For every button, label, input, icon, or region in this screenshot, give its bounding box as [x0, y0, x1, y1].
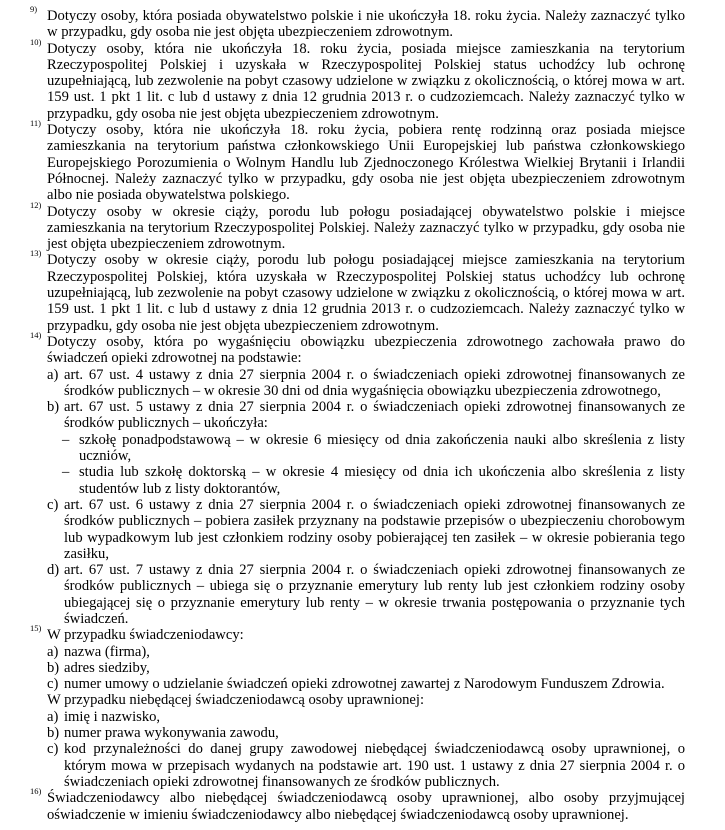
footnote-15 [30, 623, 685, 790]
list-item [47, 676, 685, 692]
footnote-number: 13) [30, 248, 42, 259]
list-item [47, 367, 685, 400]
list-item [47, 399, 685, 432]
list-text: kod przynależności do danej grupy zawodowej niebędącej świadczeniodawcą osoby uprawnionej, o którym mowa w przepisach wydanych na podstawie art. 190 ust. 1 ustawy z dnia 27 sierpnia 2004 r. o świadczeniach opieki zdrowotnej finansowanych ze środków publicznych. [64, 741, 685, 790]
list-text: szkołę ponadpodstawową – w okresie 6 miesięcy od dnia zakończenia nauki albo skreślenia z listy uczniów, [79, 431, 685, 465]
list-text: art. 67 ust. 5 ustawy z dnia 27 sierpnia 2004 r. o świadczeniach opieki zdrowotnej finansowanych ze środków publicznych – ukończyła: [64, 399, 685, 432]
list-subitem [47, 432, 685, 465]
footnote-text: Dotyczy osoby, która nie ukończyła 18. roku życia, posiada miejsce zamieszkania na terytorium Rzeczypospolitej Polskiej i uzyskała w Rzeczypospolitej Polskiej status uchodźcy lub ochronę uzupełniającą, lub zezwolenie na pobyt czasowy udzielone w związku z okolicznością, o której mowa w art. 159 ust. 1 pkt 1 lit. c lub d ustawy z dnia 12 grudnia 2013 r. o cudzoziemcach. Należy zaznaczyć tylko w przypadku, gdy osoba nie jest objęta ubezpieczeniem zdrowotnym. [47, 40, 685, 122]
footnote-text: Dotyczy osoby w okresie ciąży, porodu lub połogu posiadającej miejsce zamieszkania na terytorium Rzeczypospolitej Polskiej, która uzyskała w Rzeczypospolitej Polskiej status uchodźcy lub ochronę uzupełniającą, lub zezwolenie na pobyt czasowy udzielone w związku z okolicznością, o której mowa w art. 159 ust. 1 pkt 1 lit. c lub d ustawy z dnia 12 grudnia 2013 r. o cudzoziemcach. Należy zaznaczyć tylko w przypadku, gdy osoba nie jest objęta ubezpieczeniem zdrowotnym. [47, 252, 685, 334]
footnote-14 [30, 329, 685, 627]
footnote-number: 14) [30, 329, 42, 340]
list-text: numer prawa wykonywania zawodu, [64, 725, 279, 742]
footnote-11 [30, 118, 685, 204]
list-label: b) [47, 659, 60, 676]
list-label: a) [47, 708, 59, 725]
list-text: art. 67 ust. 4 ustawy z dnia 27 sierpnia 2004 r. o świadczeniach opieki zdrowotnej finansowanych ze środków publicznych – w okresie 30 dni od dnia wygaśnięcia obowiązku ubezpieczenia zdrowotnego, [64, 366, 685, 399]
footnote-text: Dotyczy osoby, która nie ukończyła 18. roku życia, pobiera rentę rodzinną oraz posiada miejsce zamieszkania na terytorium państwa członkowskiego Unii Europejskiej lub państwa członkowskiego Europejskiego Porozumienia o Wolnym Handlu lub Zjednoczonego Królestwa Wielkiej Brytanii i Irlandii Północnej. Należy zaznaczyć tylko w przypadku, gdy osoba nie jest objęta ubezpieczeniem zdrowotnym albo nie posiada obywatelstwa polskiego. [47, 122, 685, 204]
list-item [47, 709, 685, 725]
list-label: c) [47, 741, 59, 758]
footnote-text-secondary: W przypadku niebędącej świadczeniodawcą osoby uprawnionej: [47, 692, 425, 709]
list-text: adres siedziby, [64, 659, 150, 676]
list-dash: – [62, 464, 70, 481]
list-item [47, 562, 685, 627]
list-text: numer umowy o udzielanie świadczeń opieki zdrowotnej zawartej z Narodowym Funduszem Zdrowia. [64, 676, 665, 693]
list-subitem [47, 464, 685, 497]
list-label: d) [47, 562, 60, 579]
footnote-text: Dotyczy osoby, która po wygaśnięciu obowiązku ubezpieczenia zdrowotnego zachowała prawo do świadczeń opieki zdrowotnej na podstawie: [47, 333, 685, 367]
footnote-number: 11) [30, 118, 42, 129]
list-item [47, 497, 685, 562]
footnote-text: Dotyczy osoby w okresie ciąży, porodu lub połogu posiadającej obywatelstwo polskie i miejsce zamieszkania na terytorium Rzeczypospolitej Polskiej. Należy zaznaczyć tylko w przypadku, gdy osoba nie jest objęta ubezpieczeniem zdrowotnym. [47, 203, 685, 253]
list-text: studia lub szkołę doktorską – w okresie 4 miesięcy od dnia ich ukończenia albo skreślenia z listy studentów lub z listy doktorantów, [79, 464, 685, 497]
list-item [47, 660, 685, 676]
list-text: imię i nazwisko, [64, 708, 161, 725]
list-text: nazwa (firma), [64, 643, 150, 660]
footnote-number: 15) [30, 623, 42, 634]
footnote-9 [30, 4, 685, 41]
footnote-text: Dotyczy osoby, która posiada obywatelstwo polskie i nie ukończyła 18. roku życia. Należy zaznaczyć tylko w przypadku, gdy osoba nie jest objęta ubezpieczeniem zdrowotnym. [47, 8, 685, 41]
list-text: art. 67 ust. 7 ustawy z dnia 27 sierpnia 2004 r. o świadczeniach opieki zdrowotnej finansowanych ze środków publicznych – ubiega się o przyznanie emerytury lub renty lub jest członkiem rodziny osoby ubiegającej się o przyznanie emerytury lub renty – w okresie trwania postępowania o przyznanie tych świadczeń. [64, 562, 685, 627]
list-label: b) [47, 399, 60, 416]
list-item [47, 741, 685, 790]
list-label: a) [47, 643, 59, 660]
footnote-number: 10) [30, 36, 42, 47]
footnote-13 [30, 248, 685, 334]
footnote-number: 9) [30, 4, 38, 14]
list-label: a) [47, 366, 59, 383]
footnote-text: Świadczeniodawcy albo niebędącej świadczeniodawcą osoby uprawnionej, albo osoby przyjmującej oświadczenie w imieniu świadczeniodawcy albo niebędącej świadczeniodawcą osoby uprawnionej. [47, 790, 685, 823]
list-label: b) [47, 725, 60, 742]
list-item [47, 725, 685, 741]
footnote-12 [30, 199, 685, 253]
list-text: art. 67 ust. 6 ustawy z dnia 27 sierpnia 2004 r. o świadczeniach opieki zdrowotnej finansowanych ze środków publicznych – pobiera zasiłek przyznany na podstawie przepisów o ubezpieczeniu chorobowym lub wypadkowym lub jest członkiem rodziny osoby pobierającej ten zasiłek – w okresie pobierania tego zasiłku, [64, 496, 685, 562]
list-dash: – [62, 431, 70, 448]
footnote-10 [30, 36, 685, 122]
list-label: c) [47, 676, 59, 693]
footnote-16 [30, 786, 685, 823]
list-item [47, 644, 685, 660]
list-label: c) [47, 496, 59, 513]
footnote-number: 16) [30, 786, 42, 797]
footnote-number: 12) [30, 199, 42, 210]
footnote-text: W przypadku świadczeniodawcy: [47, 627, 244, 644]
